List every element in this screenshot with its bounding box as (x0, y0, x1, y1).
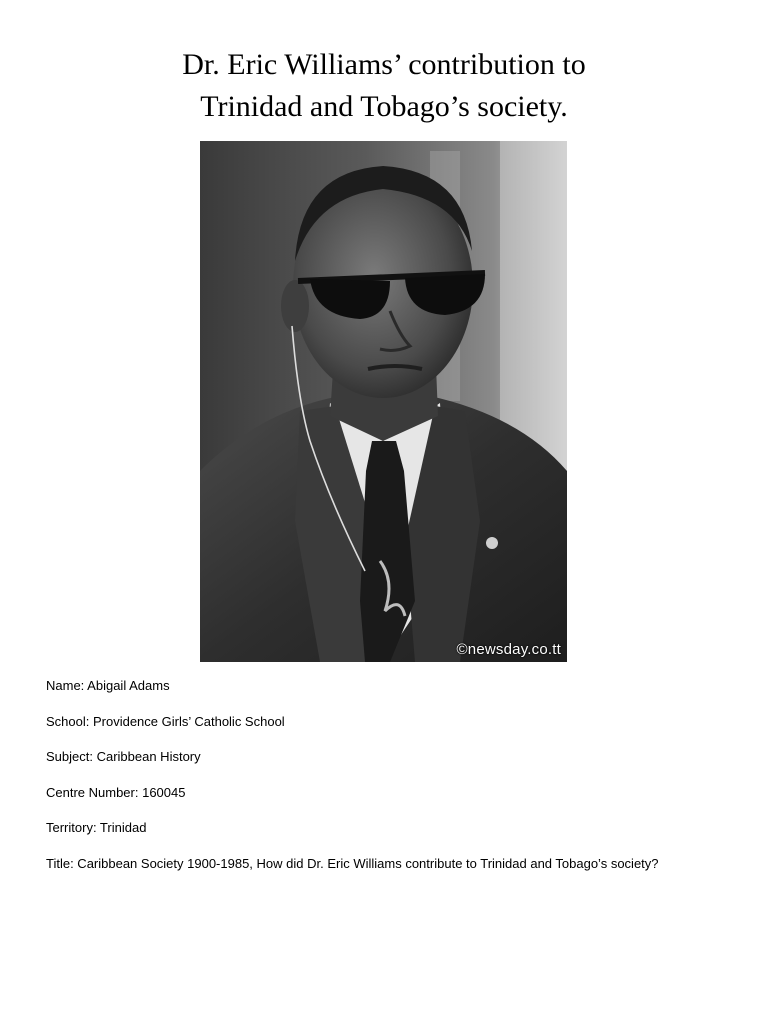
portrait-photo (200, 141, 567, 662)
detail-centre-number: Centre Number: 160045 (46, 784, 186, 800)
portrait-illustration (200, 141, 567, 662)
title-line-2: Trinidad and Tobago’s society. (200, 90, 568, 123)
detail-name: Name: Abigail Adams (46, 678, 170, 693)
cover-details (46, 676, 746, 890)
detail-title: Title: Caribbean Society 1900-1985, How did Dr. Eric Williams contribute to Trinidad and Tobago’s society? (46, 855, 659, 871)
detail-school: School: Providence Girls’ Catholic School (46, 713, 285, 729)
detail-subject: Subject: Caribbean History (46, 749, 201, 765)
photo-watermark: ©newsday.co.tt (456, 641, 561, 658)
detail-territory: Territory: Trinidad (46, 820, 147, 836)
page-title (0, 44, 768, 128)
title-line-1: Dr. Eric Williams’ contribution to (182, 48, 586, 81)
